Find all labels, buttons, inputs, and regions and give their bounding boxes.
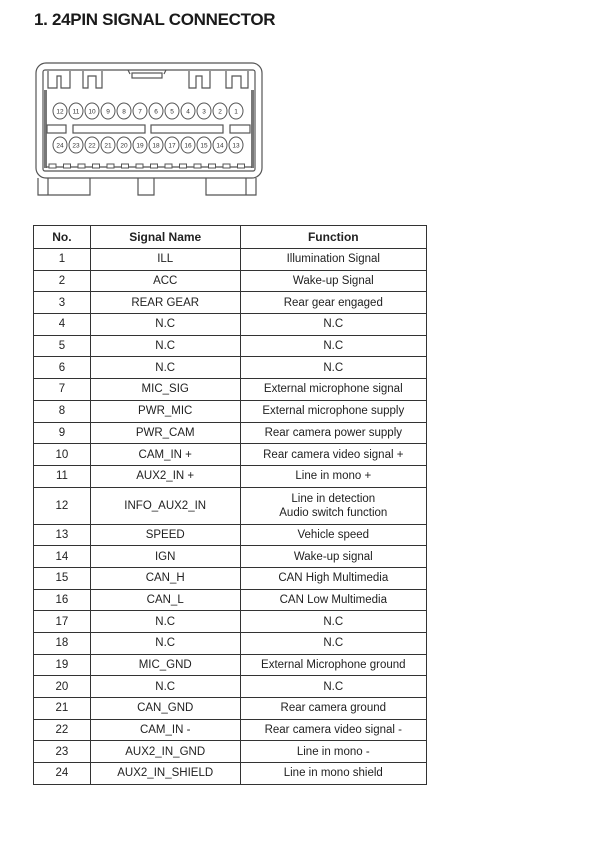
pin-number: 18 bbox=[34, 633, 91, 655]
function-text: Audio switch function bbox=[279, 506, 388, 519]
table-header-row bbox=[34, 226, 427, 249]
pin-label: 13 bbox=[232, 142, 240, 150]
pin-label: 23 bbox=[72, 142, 80, 150]
pin-label: 4 bbox=[186, 108, 190, 116]
pin-number: 20 bbox=[34, 676, 91, 698]
pin-label: 10 bbox=[88, 108, 96, 116]
terminal-tooth bbox=[165, 164, 172, 168]
function-text: Line in mono - bbox=[296, 745, 370, 758]
function-cell bbox=[240, 524, 426, 546]
signal-name: N.C bbox=[90, 357, 240, 379]
terminal-tooth bbox=[49, 164, 56, 168]
table-row bbox=[34, 524, 427, 546]
pin-label: 22 bbox=[88, 142, 96, 150]
table-row bbox=[34, 379, 427, 401]
signal-name: PWR_CAM bbox=[90, 422, 240, 444]
signal-name: N.C bbox=[90, 633, 240, 655]
pin-number: 5 bbox=[34, 335, 91, 357]
table-row bbox=[34, 719, 427, 741]
table-row bbox=[34, 654, 427, 676]
pin-label: 3 bbox=[202, 108, 206, 116]
pin-number: 9 bbox=[34, 422, 91, 444]
signal-name: MIC_SIG bbox=[90, 379, 240, 401]
function-text: N.C bbox=[323, 361, 344, 374]
pin-table bbox=[33, 225, 427, 785]
pin-number: 23 bbox=[34, 741, 91, 763]
function-text: Vehicle speed bbox=[297, 528, 370, 541]
pin-label: 24 bbox=[56, 142, 64, 150]
function-text: Line in mono shield bbox=[283, 767, 383, 780]
signal-name: ILL bbox=[90, 249, 240, 271]
table-row bbox=[34, 567, 427, 589]
function-text: Illumination Signal bbox=[286, 253, 380, 266]
header-function: Function bbox=[240, 226, 426, 249]
signal-name: AUX2_IN_GND bbox=[90, 741, 240, 763]
function-text: Rear gear engaged bbox=[283, 296, 383, 309]
table-row bbox=[34, 589, 427, 611]
table-row bbox=[34, 763, 427, 785]
function-cell bbox=[240, 335, 426, 357]
pin-label: 12 bbox=[56, 108, 64, 116]
function-text: N.C bbox=[323, 340, 344, 353]
pin-label: 14 bbox=[216, 142, 224, 150]
function-cell bbox=[240, 698, 426, 720]
terminal-tooth bbox=[223, 164, 230, 168]
table-row bbox=[34, 444, 427, 466]
signal-name: N.C bbox=[90, 611, 240, 633]
pin-number: 1 bbox=[34, 249, 91, 271]
header-no: No. bbox=[34, 226, 91, 249]
function-text: N.C bbox=[323, 680, 344, 693]
function-cell bbox=[240, 400, 426, 422]
function-cell bbox=[240, 270, 426, 292]
connector-housing bbox=[36, 63, 262, 195]
signal-name: N.C bbox=[90, 314, 240, 336]
pin-label: 17 bbox=[168, 142, 176, 150]
connector-diagram bbox=[30, 58, 270, 200]
table-row bbox=[34, 292, 427, 314]
function-text: Line in detection bbox=[291, 492, 376, 505]
function-cell bbox=[240, 314, 426, 336]
function-cell bbox=[240, 422, 426, 444]
function-text: Rear camera video signal + bbox=[263, 448, 404, 461]
function-text: Wake-up Signal bbox=[292, 275, 374, 288]
terminal-tooth bbox=[107, 164, 114, 168]
table-row bbox=[34, 741, 427, 763]
function-cell bbox=[240, 633, 426, 655]
function-text: Rear camera ground bbox=[280, 702, 387, 715]
signal-name: CAN_L bbox=[90, 589, 240, 611]
signal-name: ACC bbox=[90, 270, 240, 292]
pin-label: 11 bbox=[72, 108, 80, 116]
signal-name: MIC_GND bbox=[90, 654, 240, 676]
terminal-tooth bbox=[78, 164, 85, 168]
function-cell bbox=[240, 741, 426, 763]
function-text: External microphone signal bbox=[263, 383, 403, 396]
pin-number: 4 bbox=[34, 314, 91, 336]
pin-number: 3 bbox=[34, 292, 91, 314]
function-cell bbox=[240, 444, 426, 466]
pin-label: 6 bbox=[154, 108, 158, 116]
terminal-tooth bbox=[209, 164, 216, 168]
signal-name: PWR_MIC bbox=[90, 400, 240, 422]
table-row bbox=[34, 249, 427, 271]
pin-number: 8 bbox=[34, 400, 91, 422]
function-cell bbox=[240, 719, 426, 741]
function-cell bbox=[240, 611, 426, 633]
pin-label: 19 bbox=[136, 142, 144, 150]
pin-label: 8 bbox=[122, 108, 126, 116]
table-row bbox=[34, 676, 427, 698]
pin-label: 16 bbox=[184, 142, 192, 150]
pin-label: 18 bbox=[152, 142, 160, 150]
terminal-tooth bbox=[194, 164, 201, 168]
signal-name: INFO_AUX2_IN bbox=[90, 487, 240, 524]
table-row bbox=[34, 546, 427, 568]
pin-number: 10 bbox=[34, 444, 91, 466]
table-row bbox=[34, 698, 427, 720]
function-text: External microphone supply bbox=[262, 405, 405, 418]
function-cell bbox=[240, 249, 426, 271]
function-cell bbox=[240, 676, 426, 698]
function-text: N.C bbox=[323, 637, 344, 650]
function-cell bbox=[240, 292, 426, 314]
header-signal-name: Signal Name bbox=[90, 226, 240, 249]
function-text: Rear camera video signal - bbox=[264, 724, 402, 737]
pin-number: 12 bbox=[34, 487, 91, 524]
terminal-tooth bbox=[93, 164, 100, 168]
pin-label: 9 bbox=[106, 108, 110, 116]
terminal-tooth bbox=[122, 164, 129, 168]
pin-label: 15 bbox=[200, 142, 208, 150]
section-heading: 1. 24PIN SIGNAL CONNECTOR bbox=[34, 10, 276, 29]
pin-number: 6 bbox=[34, 357, 91, 379]
pin-number: 15 bbox=[34, 567, 91, 589]
function-cell bbox=[240, 654, 426, 676]
signal-name: SPEED bbox=[90, 524, 240, 546]
signal-name: AUX2_IN_SHIELD bbox=[90, 763, 240, 785]
pin-label: 1 bbox=[234, 108, 238, 116]
function-cell bbox=[240, 357, 426, 379]
table-row bbox=[34, 633, 427, 655]
function-cell bbox=[240, 487, 426, 524]
pin-number: 21 bbox=[34, 698, 91, 720]
function-cell bbox=[240, 546, 426, 568]
function-text: External Microphone ground bbox=[261, 659, 406, 672]
pin-number: 14 bbox=[34, 546, 91, 568]
function-cell bbox=[240, 465, 426, 487]
function-text: Wake-up signal bbox=[293, 550, 373, 563]
function-cell bbox=[240, 567, 426, 589]
table-row bbox=[34, 465, 427, 487]
signal-name: CAN_H bbox=[90, 567, 240, 589]
table-row bbox=[34, 357, 427, 379]
pin-label: 20 bbox=[120, 142, 128, 150]
table-row bbox=[34, 270, 427, 292]
function-text: Rear camera power supply bbox=[264, 426, 402, 439]
pin-number: 22 bbox=[34, 719, 91, 741]
pin-number: 11 bbox=[34, 465, 91, 487]
terminal-tooth bbox=[151, 164, 158, 168]
signal-name: REAR GEAR bbox=[90, 292, 240, 314]
terminal-tooth bbox=[238, 164, 245, 168]
function-text: N.C bbox=[323, 615, 344, 628]
terminal-tooth bbox=[180, 164, 187, 168]
pin-number: 2 bbox=[34, 270, 91, 292]
function-text: CAN High Multimedia bbox=[278, 572, 389, 585]
pin-number: 19 bbox=[34, 654, 91, 676]
pin-label: 21 bbox=[104, 142, 112, 150]
table-row bbox=[34, 335, 427, 357]
signal-name: N.C bbox=[90, 335, 240, 357]
signal-name: IGN bbox=[90, 546, 240, 568]
function-text: Line in mono + bbox=[295, 470, 372, 483]
terminal-tooth bbox=[64, 164, 71, 168]
function-text: CAN Low Multimedia bbox=[279, 593, 387, 606]
table-row bbox=[34, 487, 427, 524]
signal-name: AUX2_IN + bbox=[90, 465, 240, 487]
pin-number: 7 bbox=[34, 379, 91, 401]
table-row bbox=[34, 611, 427, 633]
table-row bbox=[34, 422, 427, 444]
signal-name: CAM_IN - bbox=[90, 719, 240, 741]
function-cell bbox=[240, 379, 426, 401]
terminal-tooth bbox=[136, 164, 143, 168]
function-text: N.C bbox=[323, 318, 344, 331]
pin-number: 24 bbox=[34, 763, 91, 785]
pin-label: 2 bbox=[218, 108, 222, 116]
pin-label: 7 bbox=[138, 108, 142, 116]
table-row bbox=[34, 400, 427, 422]
signal-name: CAN_GND bbox=[90, 698, 240, 720]
pin-number: 13 bbox=[34, 524, 91, 546]
table-row bbox=[34, 314, 427, 336]
signal-name: N.C bbox=[90, 676, 240, 698]
pin-number: 16 bbox=[34, 589, 91, 611]
function-cell bbox=[240, 589, 426, 611]
signal-name: CAM_IN + bbox=[90, 444, 240, 466]
pin-label: 5 bbox=[170, 108, 174, 116]
function-cell bbox=[240, 763, 426, 785]
pin-number: 17 bbox=[34, 611, 91, 633]
